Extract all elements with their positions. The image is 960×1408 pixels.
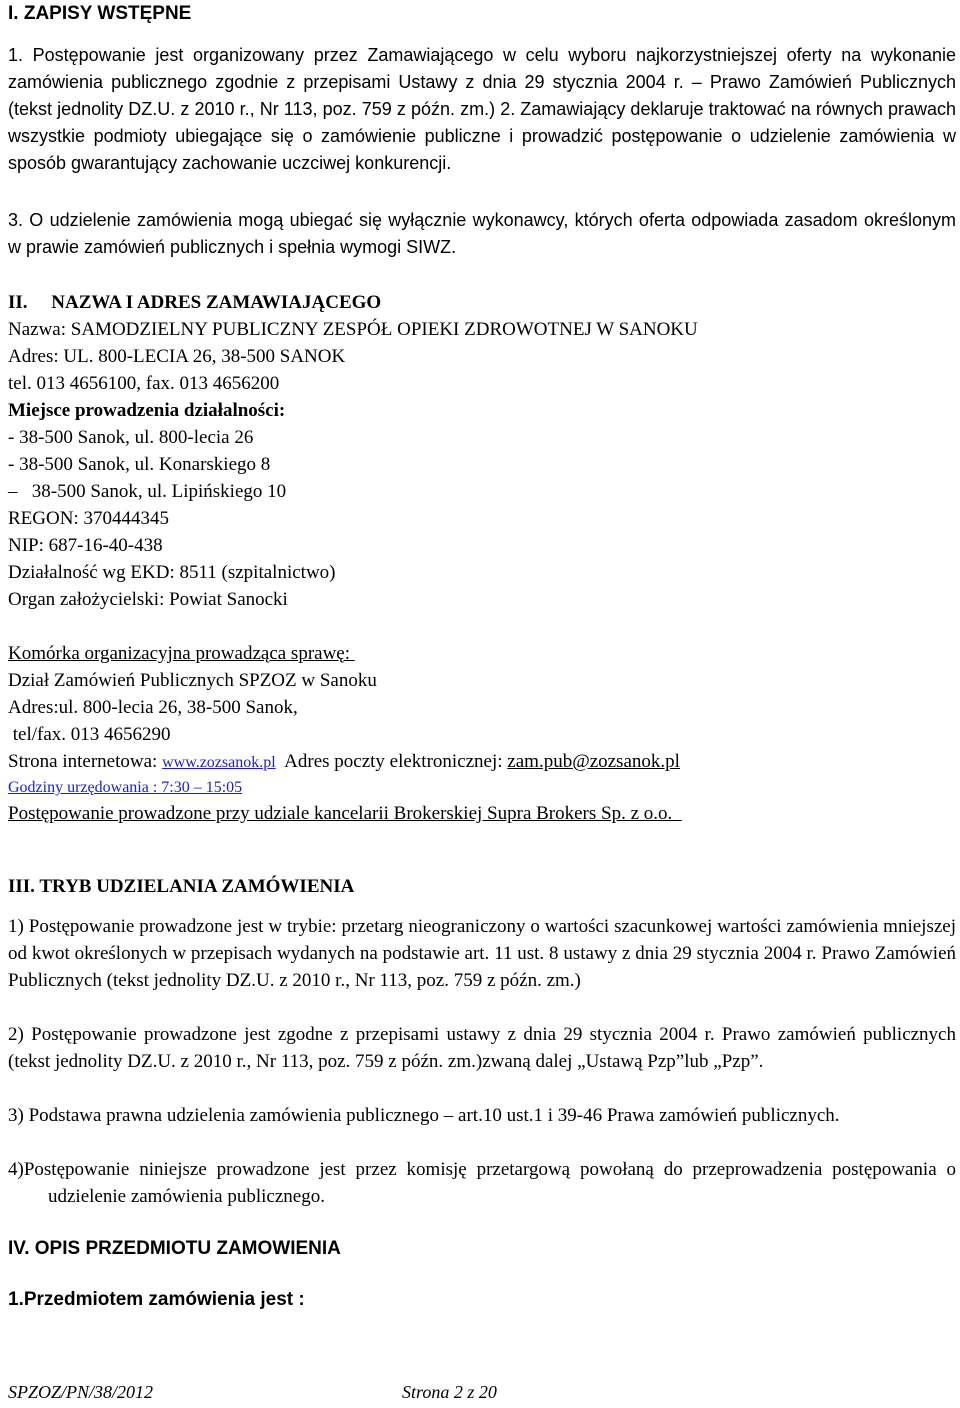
place-1: - 38-500 Sanok, ul. 800-lecia 26 xyxy=(8,427,254,448)
section-3-paragraph-1: 1) Postępowanie prowadzone jest w trybie: przetarg nieograniczony o wartości szacunkowej wartości zamówienia mniejszej od kwot określonych w przepisach wydanych na podstawie art. 11 ust. 8 ustawy z dnia 29 stycznia 2004 r. Prawo Zamówień Publicznych (tekst jednolity DZ.U. z 2010 r., Nr 113, poz. 759 z późn. zm.) xyxy=(8,916,956,991)
broker-note: Postępowanie prowadzone przy udziale kancelarii Brokerskiej Supra Brokers Sp. z o.o. xyxy=(8,803,682,824)
nip: NIP: 687-16-40-438 xyxy=(8,535,163,556)
section-2-details xyxy=(8,316,956,613)
contact-line xyxy=(8,748,956,776)
section-3-paragraph-4: 4)Postępowanie niniejsze prowadzone jest przez komisję przetargową powołaną do przeprowadzenia postępowania o udzielenie zamówienia publicznego. xyxy=(8,1159,956,1207)
unit-heading: Komórka organizacyjna prowadząca sprawę: xyxy=(8,643,355,664)
places-heading: Miejsce prowadzenia działalności: xyxy=(8,400,286,421)
website-link[interactable]: www.zozsanok.pl xyxy=(162,754,276,771)
section-1-paragraph-3: 3. O udzielenie zamówienia mogą ubiegać się wyłącznie wykonawcy, których oferta odpowiada zasadom określonym w prawie zamówień publicznych i spełnia wymogi SIWZ. xyxy=(8,210,956,257)
section-4-subheading: 1.Przedmiotem zamówienia jest : xyxy=(8,1289,305,1310)
section-3-paragraph-2: 2) Postępowanie prowadzone jest zgodne z przepisami ustawy z dnia 29 stycznia 2004 r. Prawo zamówień publicznych (tekst jednolity DZ.U. z 2010 r., Nr 113, poz. 759 z późn. zm.)zwaną dalej „Ustawą Pzp”lub „Pzp”. xyxy=(8,1024,956,1072)
place-3: – 38-500 Sanok, ul. Lipińskiego 10 xyxy=(8,481,287,502)
contracting-authority-name: Nazwa: SAMODZIELNY PUBLICZNY ZESPÓŁ OPIEKI ZDROWOTNEJ W SANOKU xyxy=(8,319,698,340)
contracting-authority-phone: tel. 013 4656100, fax. 013 4656200 xyxy=(8,373,280,394)
section-3-heading: III. TRYB UDZIELANIA ZAMÓWIENIA xyxy=(8,876,355,897)
footer-page-number: Strona 2 z 20 xyxy=(402,1382,497,1402)
section-1-heading: I. ZAPISY WSTĘPNE xyxy=(8,3,192,24)
section-1-paragraph-2: 2. Zamawiający deklaruje traktować na równych prawach wszystkie podmioty ubiegające się o zamówienie publiczne i prowadzić postępowanie o udzielenie zamówienia w sposób gwarantujący zachowanie uczciwej konkurencji. xyxy=(8,99,956,173)
section-4-heading: IV. OPIS PRZEDMIOTU ZAMOWIENIA xyxy=(8,1238,341,1259)
regon: REGON: 370444345 xyxy=(8,508,169,529)
ekd: Działalność wg EKD: 8511 (szpitalnictwo) xyxy=(8,562,336,583)
office-hours: Godziny urzędowania : 7:30 – 15:05 xyxy=(8,779,243,796)
section-1-body xyxy=(8,42,956,177)
unit-details xyxy=(8,640,956,827)
section-3-paragraph-3: 3) Podstawa prawna udzielenia zamówienia publicznego – art.10 ust.1 i 39-46 Prawa zamówień publicznych. xyxy=(8,1105,840,1126)
section-2-heading: II. NAZWA I ADRES ZAMAWIAJĄCEGO xyxy=(8,292,382,313)
website-label: Strona internetowa: xyxy=(8,751,163,772)
unit-name: Dział Zamówień Publicznych SPZOZ w Sanoku xyxy=(8,670,377,691)
unit-address: Adres:ul. 800-lecia 26, 38-500 Sanok, xyxy=(8,697,298,718)
contracting-authority-address: Adres: UL. 800-LECIA 26, 38-500 SANOK xyxy=(8,346,346,367)
place-2: - 38-500 Sanok, ul. Konarskiego 8 xyxy=(8,454,271,475)
section-1-paragraph-1: 1. Postępowanie jest organizowany przez Zamawiającego w celu wyboru najkorzystniejszej oferty na wykonanie zamówienia publicznego zgodnie z przepisami Ustawy z dnia 29 stycznia 2004 r. – Prawo Zamówień Publicznych (tekst jednolity DZ.U. z 2010 r., Nr 113, poz. 759 z późn. zm.) xyxy=(8,45,956,119)
email-label: Adres poczty elektronicznej: xyxy=(275,751,508,772)
footer-reference: SPZOZ/PN/38/2012 xyxy=(8,1382,154,1402)
unit-phone: tel/fax. 013 4656290 xyxy=(8,724,171,745)
email-link[interactable]: zam.pub@zozsanok.pl xyxy=(507,751,680,772)
founding-body: Organ założycielski: Powiat Sanocki xyxy=(8,589,288,610)
